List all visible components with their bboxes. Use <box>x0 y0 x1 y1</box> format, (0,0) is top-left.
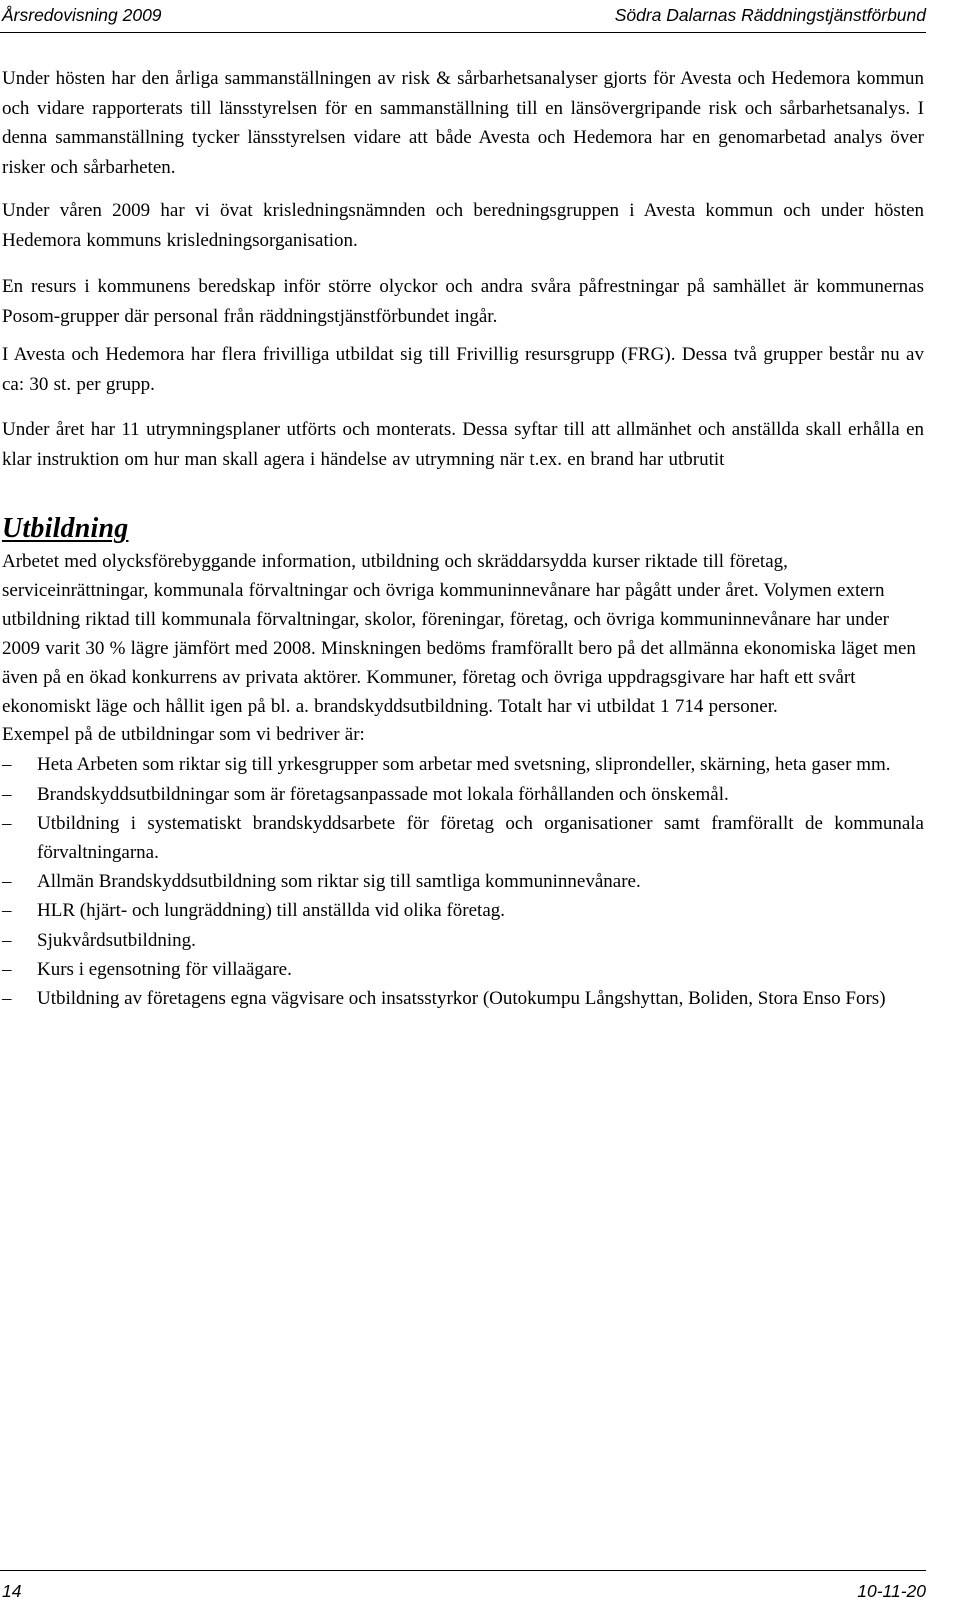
list-item <box>2 955 924 984</box>
list-item <box>2 926 924 955</box>
header-report-title: Årsredovisning 2009 <box>2 5 162 25</box>
paragraph-posom: En resurs i kommunens beredskap inför större olyckor och andra svåra påfrestningar på samhället är kommunernas Posom-grupper där personal från räddningstjänstförbundet ingår. <box>2 276 924 327</box>
training-list <box>2 750 924 1013</box>
list-item <box>2 896 924 925</box>
dash-bullet-icon: – <box>2 987 12 1009</box>
list-item <box>2 809 924 867</box>
dash-bullet-icon: – <box>2 929 12 951</box>
list-item <box>2 984 924 1013</box>
paragraph-crisis-exercise: Under våren 2009 har vi övat krisledningsnämnden och beredningsgruppen i Avesta kommun och under hösten Hedemora kommuns krisledningsorganisation. <box>2 200 924 251</box>
paragraph-frg: I Avesta och Hedemora har flera frivilliga utbildat sig till Frivillig resursgrupp (FRG). Dessa två grupper består nu av ca: 30 st. per grupp. <box>2 344 924 395</box>
dash-bullet-icon: – <box>2 812 12 834</box>
dash-bullet-icon: – <box>2 958 12 980</box>
list-item-text: Utbildning av företagens egna vägvisare och insatsstyrkor (Outokumpu Långshyttan, Boliden, Stora Enso Fors) <box>37 987 886 1009</box>
page-number: 14 <box>2 1581 22 1601</box>
list-item-text: HLR (hjärt- och lungräddning) till anställda vid olika företag. <box>37 900 506 922</box>
paragraph-evacuation-plans: Under året har 11 utrymningsplaner utförts och monterats. Dessa syftar till att allmänhet och anställda skall erhålla en klar instruktion om hur man skall agera i händelse av utrymning när t.ex. en brand har utbrutit <box>2 419 924 470</box>
dash-bullet-icon: – <box>2 871 12 893</box>
header-organization: Södra Dalarnas Räddningstjänstförbund <box>614 5 926 25</box>
page-content <box>2 64 924 1013</box>
list-item <box>2 750 924 779</box>
dash-bullet-icon: – <box>2 783 12 805</box>
dash-bullet-icon: – <box>2 900 12 922</box>
list-item-text: Allmän Brandskyddsutbildning som riktar sig till samtliga kommuninnevånare. <box>37 871 641 893</box>
section-utbildning <box>2 512 924 1013</box>
page-header <box>0 0 926 33</box>
list-item-text: Sjukvårdsutbildning. <box>37 929 196 951</box>
list-item <box>2 780 924 809</box>
paragraph-examples-intro: Exempel på de utbildningar som vi bedriver är: <box>2 724 365 746</box>
list-item-text: Heta Arbeten som riktar sig till yrkesgrupper som arbetar med svetsning, sliprondeller, skärning, heta gaser mm. <box>37 754 891 776</box>
list-item-text: Kurs i egensotning för villaägare. <box>37 958 292 980</box>
footer-date: 10-11-20 <box>857 1581 926 1601</box>
list-item-text: Utbildning i systematiskt brandskyddsarbete för företag och organisationer samt framförallt de kommunala förvaltningarna. <box>37 812 924 863</box>
page-footer <box>0 1570 926 1603</box>
list-item <box>2 867 924 896</box>
paragraph-utbildning-body: Arbetet med olycksförebyggande information, utbildning och skräddarsydda kurser riktade till företag, serviceinrättningar, kommunala förvaltningar och övriga kommuninnevånare har pågått under året. Volymen extern utbildning riktad till kommunala förvaltningar, skolor, föreningar, företag, och övriga kommuninnevånare har under 2009 varit 30 % lägre jämfört med 2008. Minskningen bedöms framförallt bero på det allmänna ekonomiska läget men även på en ökad konkurrens av privata aktörer. Kommuner, företag och övriga uppdragsgivare har haft ett svårt ekonomiskt läge och hållit igen på bl. a. brandskyddsutbildning. Totalt har vi utbildat 1 714 personer. <box>2 551 916 717</box>
dash-bullet-icon: – <box>2 754 12 776</box>
section-heading: Utbildning <box>2 513 129 544</box>
list-item-text: Brandskyddsutbildningar som är företagsanpassade mot lokala förhållanden och önskemål. <box>37 783 729 805</box>
paragraph-risk-analysis: Under hösten har den årliga sammanställningen av risk & sårbarhetsanalyser gjorts för Avesta och Hedemora kommun och vidare rapporterats till länsstyrelsen för en sammanställning till en länsövergripande risk och sårbarhetsanalys. I denna sammanställning tycker länsstyrelsen vidare att både Avesta och Hedemora har en genomarbetad analys över risker och sårbarheten. <box>2 68 924 178</box>
